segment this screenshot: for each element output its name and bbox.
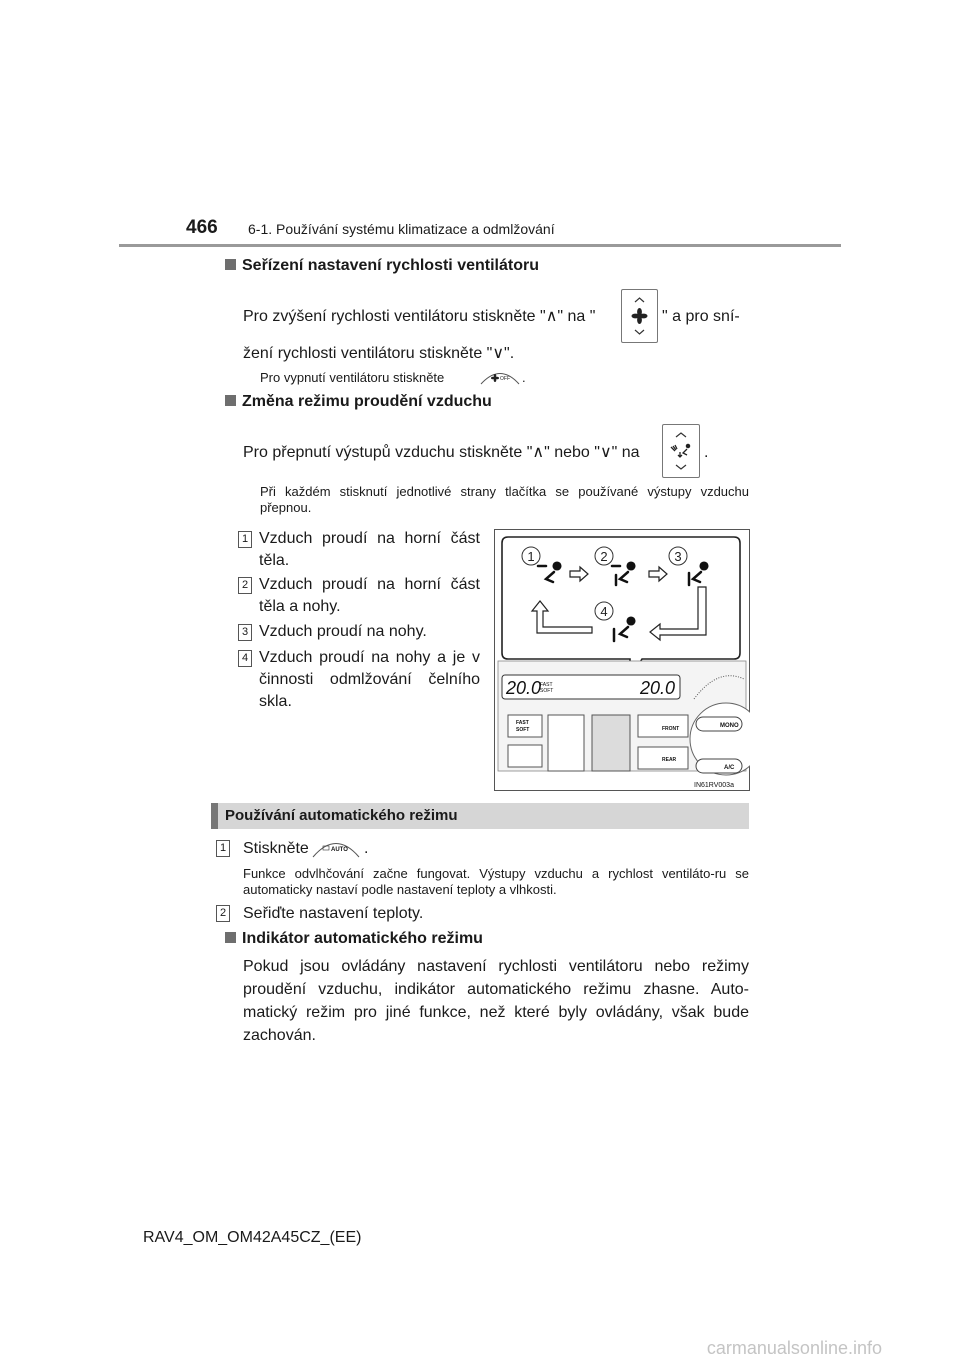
auto-indicator-text: Pokud jsou ovládány nastavení rychlosti ventilátoru nebo režimy proudění vzduchu, indikátor automatického režimu zhasne. Auto-matický režim pro jiné funkce, než které byly ovládány, však bude zachován. xyxy=(243,958,749,1044)
callout-1: 1 xyxy=(527,549,535,564)
callout-4: 4 xyxy=(600,604,608,619)
airflow-line: Pro přepnutí výstupů vzduchu stiskněte "∧" nebo "∨" na xyxy=(243,444,640,461)
item-number-box: 2 xyxy=(238,577,252,594)
fan-speed-button-icon xyxy=(621,289,658,343)
figure-code: IN61RV003a xyxy=(694,782,734,789)
fan-off-note-end: . xyxy=(522,370,526,385)
airflow-note: Při každém stisknutí jednotlivé strany tlačítka se používané výstupy vzduchu přepnou. xyxy=(260,484,749,515)
fan-off-button-icon xyxy=(480,367,520,385)
airflow-mode-button-icon xyxy=(662,424,700,478)
step-1-end: . xyxy=(364,840,369,857)
airflow-diagram-figure xyxy=(494,529,750,791)
item-text: Vzduch proudí na horní část těla. xyxy=(259,530,480,569)
off-label: OFF xyxy=(500,376,510,382)
fan-speed-heading-text: Seřízení nastavení rychlosti ventilátoru xyxy=(242,257,539,274)
temp-right-display: 20.0 xyxy=(640,678,676,698)
list-item xyxy=(238,647,480,713)
auto-button-icon xyxy=(311,834,361,858)
mono-label: MONO xyxy=(720,723,739,729)
square-bullet-icon xyxy=(225,932,236,943)
auto-label: AUTO xyxy=(331,847,348,853)
step-1-text: Stiskněte xyxy=(243,840,309,857)
rear-label: REAR xyxy=(662,757,677,763)
ac-label: A/C xyxy=(724,765,735,771)
item-number-box: 4 xyxy=(238,650,252,667)
square-bullet-icon xyxy=(225,395,236,406)
watermark: carmanualsonline.info xyxy=(706,1338,882,1358)
airflow-line-end: . xyxy=(704,444,709,461)
airflow-heading-text: Změna režimu proudění vzduchu xyxy=(242,393,492,410)
step-1-note: Funkce odvlhčování začne fungovat. Výstupy vzduchu a rychlost ventiláto-ru se automaticky nastaví podle nastavení teploty a vlhkosti. xyxy=(243,866,749,897)
item-text: Vzduch proudí na nohy a je v činnosti odmlžování čelního skla. xyxy=(259,649,480,710)
item-text: Vzduch proudí na horní část těla a nohy. xyxy=(259,576,480,615)
display-fast: FAST xyxy=(540,682,553,688)
list-item xyxy=(238,528,480,572)
auto-mode-banner-title: Používání automatického režimu xyxy=(225,807,458,824)
fan-speed-line-1b: " a pro sní- xyxy=(662,308,740,325)
callout-3: 3 xyxy=(674,549,682,564)
header-rule xyxy=(119,244,841,247)
banner-bar xyxy=(211,803,218,829)
fan-off-note xyxy=(260,370,444,386)
temp-left-display: 20.0 xyxy=(506,678,542,698)
button-fast-label: FAST xyxy=(516,720,529,726)
fan-off-note-text: Pro vypnutí ventilátoru stiskněte xyxy=(260,370,445,385)
airflow-heading xyxy=(225,393,492,411)
fan-speed-line-1a: Pro zvýšení rychlosti ventilátoru stiskněte "∧" na " xyxy=(243,308,596,325)
step-2-text: Seřiďte nastavení teploty. xyxy=(243,905,424,922)
display-soft: SOFT xyxy=(540,688,554,694)
section-title: 6-1. Používání systému klimatizace a odmlžování xyxy=(248,221,555,237)
button-soft-label: SOFT xyxy=(516,727,530,733)
item-number-box: 3 xyxy=(238,624,252,641)
callout-2: 2 xyxy=(600,549,608,564)
item-text: Vzduch proudí na nohy. xyxy=(259,623,427,640)
auto-mode-banner xyxy=(211,803,749,829)
front-label: FRONT xyxy=(662,726,680,732)
list-item xyxy=(238,621,480,643)
step-2-number-box: 2 xyxy=(216,905,230,922)
square-bullet-icon xyxy=(225,259,236,270)
fan-speed-heading xyxy=(225,257,539,275)
fan-speed-line-2: žení rychlosti ventilátoru stiskněte "∨". xyxy=(243,345,515,362)
step-1-number-box: 1 xyxy=(216,840,230,857)
page-number: 466 xyxy=(186,217,218,238)
item-number-box: 1 xyxy=(238,531,252,548)
footer-doc-code: RAV4_OM_OM42A45CZ_(EE) xyxy=(143,1229,362,1246)
auto-indicator-heading-text: Indikátor automatického režimu xyxy=(242,930,483,947)
auto-indicator-heading xyxy=(225,930,483,948)
list-item xyxy=(238,574,480,618)
